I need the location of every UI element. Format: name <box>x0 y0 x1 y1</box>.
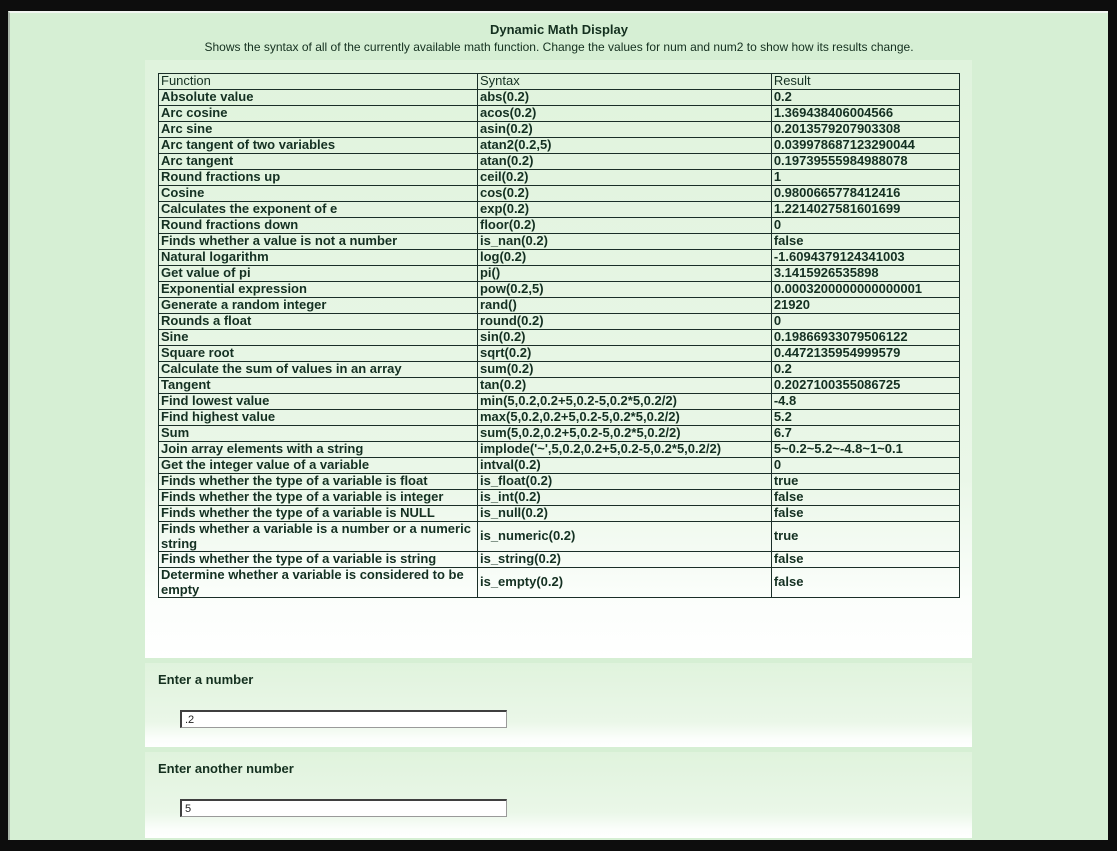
table-row <box>159 426 960 442</box>
syntax-cell: sqrt(0.2) <box>477 346 771 362</box>
table-row <box>159 458 960 474</box>
function-cell: Generate a random integer <box>159 298 478 314</box>
table-row <box>159 490 960 506</box>
result-cell: 0 <box>771 458 959 474</box>
table-row <box>159 442 960 458</box>
function-cell: Sine <box>159 330 478 346</box>
table-header-row <box>159 74 960 90</box>
table-row <box>159 186 960 202</box>
table-row <box>159 330 960 346</box>
table-row <box>159 234 960 250</box>
table-row <box>159 154 960 170</box>
syntax-cell: abs(0.2) <box>477 90 771 106</box>
result-cell: 0 <box>771 314 959 330</box>
table-row <box>159 170 960 186</box>
syntax-cell: log(0.2) <box>477 250 771 266</box>
table-row <box>159 474 960 490</box>
num-input-label: Enter a number <box>158 672 254 687</box>
syntax-cell: is_numeric(0.2) <box>477 522 771 552</box>
function-cell: Calculate the sum of values in an array <box>159 362 478 378</box>
table-row <box>159 122 960 138</box>
function-cell: Arc tangent of two variables <box>159 138 478 154</box>
column-header-function: Function <box>159 74 478 90</box>
syntax-cell: is_float(0.2) <box>477 474 771 490</box>
result-cell: 0.19866933079506122 <box>771 330 959 346</box>
result-cell: -4.8 <box>771 394 959 410</box>
syntax-cell: is_empty(0.2) <box>477 568 771 598</box>
result-cell: 6.7 <box>771 426 959 442</box>
function-cell: Arc cosine <box>159 106 478 122</box>
syntax-cell: is_nan(0.2) <box>477 234 771 250</box>
num2-input[interactable] <box>180 799 507 817</box>
function-cell: Natural logarithm <box>159 250 478 266</box>
function-cell: Arc tangent <box>159 154 478 170</box>
table-row <box>159 298 960 314</box>
result-cell: 0.0003200000000000001 <box>771 282 959 298</box>
function-cell: Determine whether a variable is considered to be empty <box>159 568 478 598</box>
syntax-cell: implode('~',5,0.2,0.2+5,0.2-5,0.2*5,0.2/2) <box>477 442 771 458</box>
syntax-cell: sum(5,0.2,0.2+5,0.2-5,0.2*5,0.2/2) <box>477 426 771 442</box>
result-cell: 0.19739555984988078 <box>771 154 959 170</box>
table-row <box>159 378 960 394</box>
syntax-cell: rand() <box>477 298 771 314</box>
table-row <box>159 346 960 362</box>
syntax-cell: ceil(0.2) <box>477 170 771 186</box>
table-row <box>159 568 960 598</box>
syntax-cell: round(0.2) <box>477 314 771 330</box>
syntax-cell: asin(0.2) <box>477 122 771 138</box>
syntax-cell: acos(0.2) <box>477 106 771 122</box>
syntax-cell: sin(0.2) <box>477 330 771 346</box>
result-cell: 0.4472135954999579 <box>771 346 959 362</box>
result-cell: false <box>771 234 959 250</box>
column-header-result: Result <box>771 74 959 90</box>
result-cell: false <box>771 552 959 568</box>
table-row <box>159 394 960 410</box>
function-cell: Rounds a float <box>159 314 478 330</box>
result-cell: false <box>771 490 959 506</box>
result-cell: 1 <box>771 170 959 186</box>
num-input[interactable] <box>180 710 507 728</box>
result-cell: 1.369438406004566 <box>771 106 959 122</box>
table-row <box>159 218 960 234</box>
function-cell: Round fractions up <box>159 170 478 186</box>
result-cell: 0.2027100355086725 <box>771 378 959 394</box>
function-cell: Find lowest value <box>159 394 478 410</box>
result-cell: 3.1415926535898 <box>771 266 959 282</box>
result-cell: 0.2 <box>771 362 959 378</box>
syntax-cell: floor(0.2) <box>477 218 771 234</box>
function-cell: Finds whether the type of a variable is float <box>159 474 478 490</box>
result-cell: 0 <box>771 218 959 234</box>
page-title: Dynamic Math Display <box>490 22 628 37</box>
function-cell: Sum <box>159 426 478 442</box>
syntax-cell: min(5,0.2,0.2+5,0.2-5,0.2*5,0.2/2) <box>477 394 771 410</box>
function-cell: Exponential expression <box>159 282 478 298</box>
table-row <box>159 202 960 218</box>
syntax-cell: pow(0.2,5) <box>477 282 771 298</box>
num2-input-panel <box>145 752 972 838</box>
table-row <box>159 410 960 426</box>
function-cell: Absolute value <box>159 90 478 106</box>
result-cell: 5~0.2~5.2~-4.8~1~0.1 <box>771 442 959 458</box>
result-cell: -1.6094379124341003 <box>771 250 959 266</box>
table-row <box>159 90 960 106</box>
function-cell: Finds whether a variable is a number or a numeric string <box>159 522 478 552</box>
function-cell: Finds whether the type of a variable is NULL <box>159 506 478 522</box>
function-cell: Cosine <box>159 186 478 202</box>
result-cell: false <box>771 568 959 598</box>
function-cell: Arc sine <box>159 122 478 138</box>
syntax-cell: atan(0.2) <box>477 154 771 170</box>
table-row <box>159 314 960 330</box>
table-row <box>159 506 960 522</box>
table-row <box>159 552 960 568</box>
function-cell: Calculates the exponent of e <box>159 202 478 218</box>
table-row <box>159 138 960 154</box>
syntax-cell: exp(0.2) <box>477 202 771 218</box>
syntax-cell: pi() <box>477 266 771 282</box>
function-cell: Get value of pi <box>159 266 478 282</box>
syntax-cell: intval(0.2) <box>477 458 771 474</box>
result-cell: 5.2 <box>771 410 959 426</box>
function-cell: Find highest value <box>159 410 478 426</box>
page-subtitle: Shows the syntax of all of the currently available math function. Change the values for num and num2 to show how its results change. <box>204 40 914 54</box>
function-cell: Join array elements with a string <box>159 442 478 458</box>
math-table-panel <box>145 60 972 658</box>
syntax-cell: cos(0.2) <box>477 186 771 202</box>
syntax-cell: sum(0.2) <box>477 362 771 378</box>
function-cell: Get the integer value of a variable <box>159 458 478 474</box>
result-cell: 0.2 <box>771 90 959 106</box>
result-cell: 1.2214027581601699 <box>771 202 959 218</box>
page <box>8 11 1108 840</box>
math-function-table <box>158 73 960 598</box>
table-row <box>159 266 960 282</box>
table-row <box>159 522 960 552</box>
result-cell: 0.039978687123290044 <box>771 138 959 154</box>
syntax-cell: is_string(0.2) <box>477 552 771 568</box>
syntax-cell: atan2(0.2,5) <box>477 138 771 154</box>
syntax-cell: is_null(0.2) <box>477 506 771 522</box>
function-cell: Tangent <box>159 378 478 394</box>
num2-input-label: Enter another number <box>158 761 294 776</box>
function-cell: Finds whether a value is not a number <box>159 234 478 250</box>
result-cell: 0.2013579207903308 <box>771 122 959 138</box>
syntax-cell: tan(0.2) <box>477 378 771 394</box>
result-cell: true <box>771 522 959 552</box>
column-header-syntax: Syntax <box>477 74 771 90</box>
num-input-panel <box>145 663 972 747</box>
syntax-cell: is_int(0.2) <box>477 490 771 506</box>
result-cell: 21920 <box>771 298 959 314</box>
result-cell: true <box>771 474 959 490</box>
table-row <box>159 282 960 298</box>
table-body <box>159 90 960 598</box>
table-row <box>159 106 960 122</box>
result-cell: false <box>771 506 959 522</box>
result-cell: 0.9800665778412416 <box>771 186 959 202</box>
function-cell: Round fractions down <box>159 218 478 234</box>
table-row <box>159 250 960 266</box>
function-cell: Finds whether the type of a variable is integer <box>159 490 478 506</box>
table-row <box>159 362 960 378</box>
syntax-cell: max(5,0.2,0.2+5,0.2-5,0.2*5,0.2/2) <box>477 410 771 426</box>
function-cell: Square root <box>159 346 478 362</box>
function-cell: Finds whether the type of a variable is string <box>159 552 478 568</box>
